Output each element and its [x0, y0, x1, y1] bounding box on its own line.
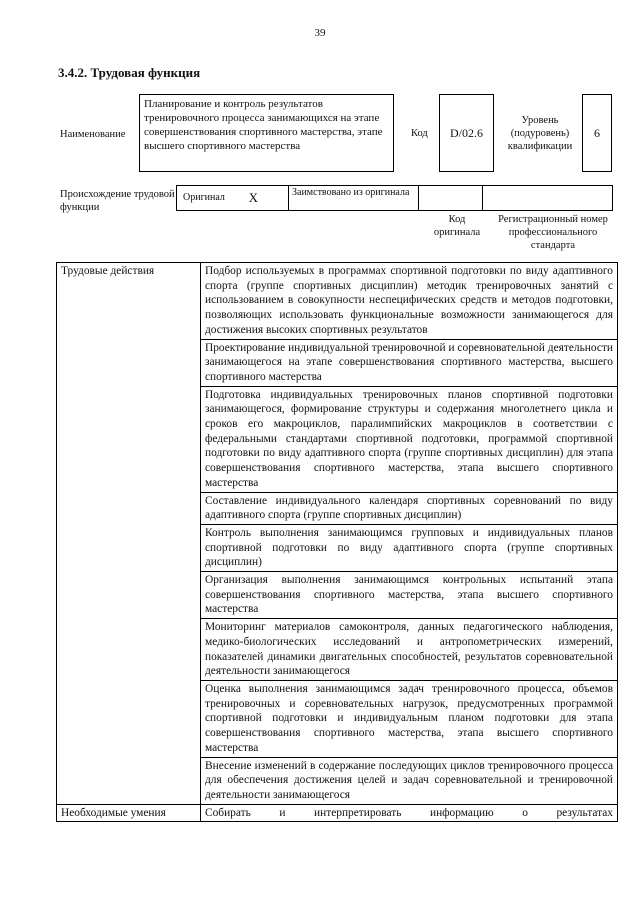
labor-action-item: Подготовка индивидуальных тренировочных планов спортивной подготовки занимающегося, формирование структуры и содержания многолетнего цикла и сроков его макроциклов, паралимпийских макроциклов в соответствии с федеральными стандартами спортивной подготовки, программой спортивной подготовки по виду адаптивного спорта (группе спортивных дисциплин) для этапа совершенствования спортивного мастерства, этапа высшего спортивного мастерства [201, 386, 618, 492]
level-label: Уровень (подуровень) квалификации [507, 115, 573, 152]
labor-action-item: Подбор используемых в программах спортивной подготовки по виду адаптивного спорта (группе спортивных дисциплин) методик тренировочных занятий с использованием в совокупности неспецифических средств и методов подготовки, позволяющих использовать функциональные возможности занимающегося для достижения высоких спортивных результатов [201, 263, 618, 340]
original-cell [176, 185, 289, 211]
function-code-box: D/02.6 [439, 94, 494, 172]
borrowed-cell: Заимствовано из оригинала [289, 185, 419, 211]
code-label: Код [411, 128, 428, 139]
table-row [57, 804, 618, 822]
original-label: Оригинал [183, 192, 225, 203]
origin-label: Происхождение трудовой функции [60, 189, 175, 213]
table-row [57, 263, 618, 340]
labor-action-item: Оценка выполнения занимающимся задач тренировочного процесса, объемов тренировочных и соревновательных нагрузок, предусмотренных программой спортивной подготовки и индивидуальным планом подготовки для этапа совершенствования спортивного мастерства, этапа высшего спортивного мастерства [201, 680, 618, 757]
labor-action-item: Организация выполнения занимающимся контрольных испытаний этапа совершенствования спортивного мастерства, этапа высшего спортивного мастерства [201, 572, 618, 619]
required-skills-label: Необходимые умения [57, 804, 201, 822]
page-number: 39 [314, 27, 326, 39]
name-label: Наименование [60, 129, 126, 140]
labor-function-table [56, 262, 618, 822]
labor-action-item: Контроль выполнения занимающимся групповых и индивидуальных планов спортивной подготовки по виду адаптивного спорта (группе спортивных дисциплин) [201, 524, 618, 571]
labor-action-item: Составление индивидуального календаря спортивных соревнований по виду адаптивного спорта (группе спортивных дисциплин) [201, 492, 618, 524]
required-skill-item: Собирать и интерпретировать информацию о результатах [201, 804, 618, 822]
function-name-box: Планирование и контроль результатов тренировочного процесса занимающихся на этапе совершенствования спортивного мастерства, этапе высшего спортивного мастерства [139, 94, 394, 172]
reg-number-cell [483, 185, 613, 211]
reg-number-label: Регистрационный номер профессионального стандарта [498, 214, 608, 251]
code-original-label: Код оригинала [433, 214, 481, 238]
section-title: 3.4.2. Трудовая функция [58, 65, 201, 80]
origin-row [176, 185, 613, 211]
labor-action-item: Внесение изменений в содержание последующих циклов тренировочного процесса для обеспечения достижения целей и задач соревновательной и тренировочной деятельности занимающегося [201, 757, 618, 804]
original-mark: X [248, 190, 258, 205]
labor-action-item: Проектирование индивидуальной тренировочной и соревновательной деятельности занимающегося на этапе совершенствования спортивного мастерства, высшего спортивного мастерства [201, 339, 618, 386]
labor-action-item: Мониторинг материалов самоконтроля, данных педагогического наблюдения, медико-биологических исследований и антропометрических измерений, показателей динамики двигательных способностей, результатов соревновательной деятельности занимающегося [201, 619, 618, 681]
code-original-cell [419, 185, 483, 211]
labor-actions-label: Трудовые действия [57, 263, 201, 805]
qualification-level-box: 6 [582, 94, 612, 172]
